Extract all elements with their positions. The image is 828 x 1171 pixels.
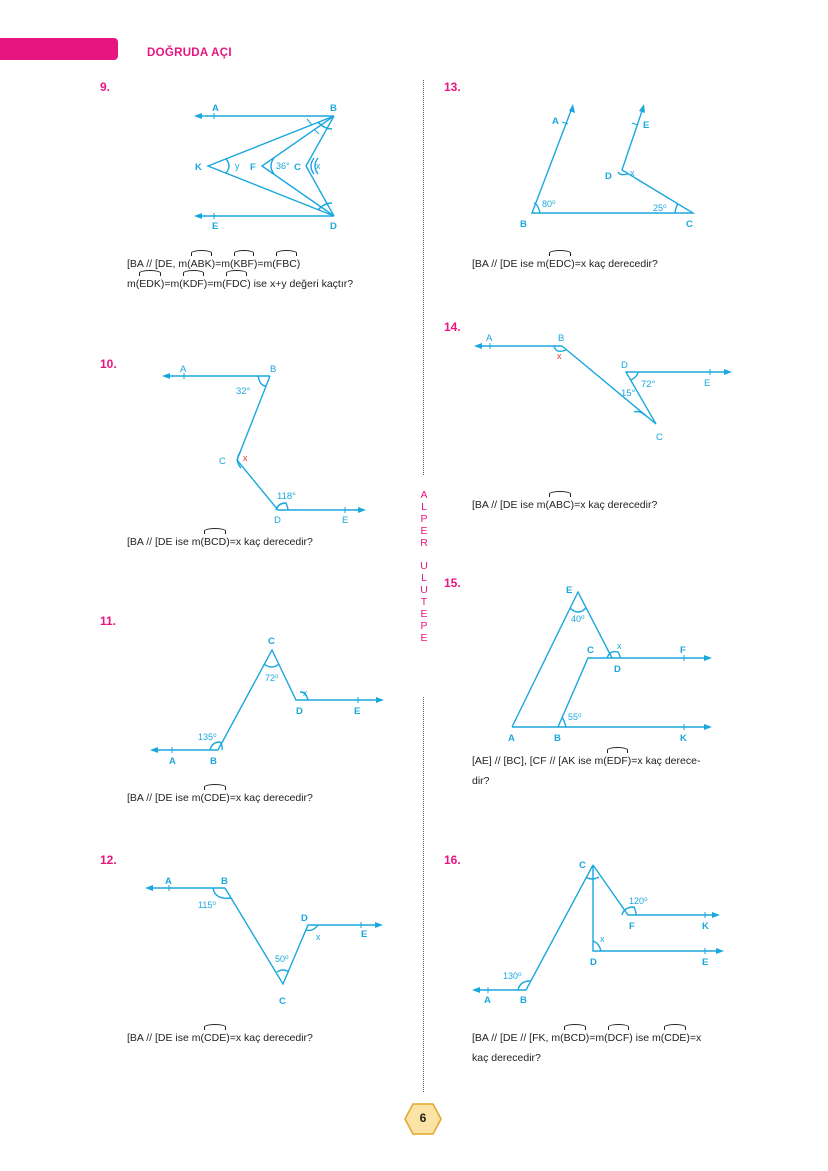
- column-divider-top: [423, 80, 424, 475]
- label-angle-72: 72°: [641, 379, 656, 390]
- label-E: E: [354, 706, 361, 717]
- label-D: D: [301, 913, 308, 924]
- problem-16-number: 16.: [444, 853, 461, 867]
- label-angle-120: 120⁰: [629, 896, 648, 906]
- problem-10-figure: [160, 360, 380, 530]
- label-A: A: [552, 116, 559, 127]
- label-E: E: [704, 378, 711, 389]
- label-F: F: [680, 645, 686, 656]
- label-y: y: [235, 161, 240, 171]
- label-x: x: [316, 161, 321, 171]
- label-C: C: [587, 645, 594, 656]
- page-number: 6: [419, 1111, 427, 1125]
- label-x: x: [617, 641, 622, 651]
- problem-12-figure: [143, 872, 388, 1012]
- problem-14-text: [BA // [DE ise m(ABC)=x kaç derecedir?: [472, 495, 772, 515]
- problem-14-number: 14.: [444, 320, 461, 334]
- label-C: C: [279, 996, 286, 1007]
- label-x: x: [600, 934, 605, 944]
- label-F: F: [629, 921, 635, 932]
- label-x: x: [630, 168, 635, 178]
- label-D: D: [330, 221, 337, 232]
- label-x: x: [316, 932, 321, 942]
- label-x: x: [557, 351, 562, 361]
- label-F: F: [250, 162, 256, 173]
- header-accent-bar: [0, 38, 118, 60]
- label-A: A: [169, 756, 176, 767]
- problem-10-text: [BA // [DE ise m(BCD)=x kaç derecedir?: [127, 532, 417, 552]
- problem-15-number: 15.: [444, 576, 461, 590]
- label-C: C: [294, 162, 301, 173]
- problem-12-number: 12.: [100, 853, 117, 867]
- author-vertical-text: A L P E R U L U T E P E: [420, 489, 428, 644]
- label-E: E: [566, 585, 573, 596]
- label-angle-135: 135⁰: [198, 732, 217, 742]
- label-x: x: [243, 453, 248, 463]
- label-B: B: [558, 333, 565, 344]
- label-A: A: [484, 995, 491, 1006]
- label-C: C: [656, 432, 663, 443]
- label-K: K: [195, 162, 202, 173]
- column-divider-bottom: [423, 697, 424, 1092]
- label-A: A: [508, 733, 515, 744]
- label-D: D: [590, 957, 597, 968]
- label-E: E: [643, 120, 650, 131]
- label-A: A: [212, 103, 219, 114]
- label-angle-115: 115⁰: [198, 900, 216, 910]
- label-angle-15: 15°: [621, 388, 636, 399]
- label-A: A: [180, 364, 187, 375]
- label-C: C: [268, 636, 275, 647]
- label-B: B: [520, 219, 527, 230]
- problem-12-text: [BA // [DE ise m(CDE)=x kaç derecedir?: [127, 1028, 417, 1048]
- problem-13-figure: [510, 100, 710, 235]
- chapter-title: DOĞRUDA AÇI: [147, 47, 232, 59]
- label-D: D: [614, 664, 621, 675]
- label-angle-72: 72⁰: [265, 673, 279, 683]
- label-E: E: [212, 221, 219, 232]
- label-K: K: [702, 921, 709, 932]
- label-B: B: [210, 756, 217, 767]
- label-B: B: [330, 103, 337, 114]
- label-angle-25: 25⁰: [653, 203, 667, 213]
- label-angle-40: 40⁰: [571, 614, 585, 624]
- problem-9-figure: [190, 98, 360, 238]
- problem-9-number: 9.: [100, 80, 111, 94]
- label-D: D: [274, 515, 281, 526]
- problem-13-text: [BA // [DE ise m(EDC)=x kaç derecedir?: [472, 254, 772, 274]
- label-A: A: [165, 876, 172, 887]
- label-angle-118: 118°: [277, 491, 296, 502]
- problem-15-text: [AE] // [BC], [CF // [AK ise m(EDF)=x kaç derece- dir?: [472, 751, 772, 791]
- label-B: B: [554, 733, 561, 744]
- problem-14-figure: [470, 330, 740, 450]
- problem-11-number: 11.: [100, 614, 117, 628]
- label-K: K: [680, 733, 687, 744]
- label-E: E: [702, 957, 709, 968]
- label-B: B: [221, 876, 228, 887]
- label-D: D: [605, 171, 612, 182]
- label-C: C: [686, 219, 693, 230]
- label-angle-80: 80⁰: [542, 199, 556, 209]
- label-angle-130: 130⁰: [503, 971, 522, 981]
- problem-9-text: [BA // [DE, m(ABK)=m(KBF)=m(FBC) m(EDK)=m(KDF)=m(FDC) ise x+y değeri kaçtır?: [127, 254, 417, 294]
- label-x: x: [303, 688, 308, 698]
- label-angle-32: 32°: [236, 386, 251, 397]
- problem-11-text: [BA // [DE ise m(CDE)=x kaç derecedir?: [127, 788, 417, 808]
- label-D: D: [621, 360, 628, 371]
- label-angle-55: 55⁰: [568, 712, 582, 722]
- label-angle-50: 50⁰: [275, 954, 289, 964]
- problem-13-number: 13.: [444, 80, 461, 94]
- label-C: C: [579, 860, 586, 871]
- problem-15-figure: [500, 582, 720, 746]
- label-E: E: [361, 929, 368, 940]
- label-A: A: [486, 333, 493, 344]
- problem-16-text: [BA // [DE // [FK, m(BCD)=m(DCF) ise m(CDE)=x kaç derecedir?: [472, 1028, 772, 1068]
- label-E: E: [342, 515, 349, 526]
- label-C: C: [219, 456, 226, 467]
- label-B: B: [520, 995, 527, 1006]
- label-angle-36: 36°: [276, 161, 290, 171]
- problem-11-figure: [148, 630, 388, 770]
- problem-16-figure: [468, 857, 738, 1007]
- label-D: D: [296, 706, 303, 717]
- problem-10-number: 10.: [100, 357, 117, 371]
- label-B: B: [270, 364, 277, 375]
